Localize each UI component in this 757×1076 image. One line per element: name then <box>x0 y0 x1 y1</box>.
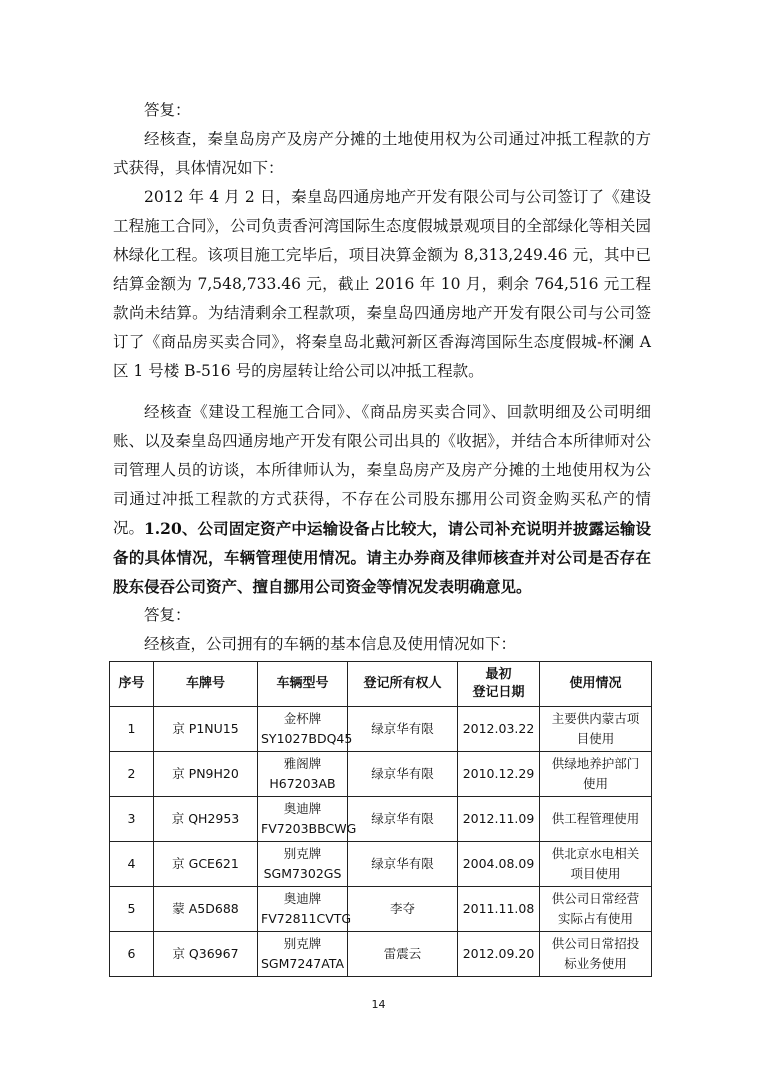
cell-date: 2011.11.08 <box>458 887 540 932</box>
table-row <box>110 842 652 887</box>
cell-date: 2010.12.29 <box>458 752 540 797</box>
cell-brand: 雅阁牌 <box>283 756 322 771</box>
cell-usage <box>540 887 652 932</box>
cell-brand: 奥迪牌 <box>283 891 322 906</box>
cell-brand: 别克牌 <box>283 936 322 951</box>
cell-usage-line1: 供工程管理使用 <box>551 811 640 826</box>
cell-owner: 李夺 <box>348 887 458 932</box>
cell-model-code: SGM7302GS <box>263 866 342 881</box>
cell-date: 2012.09.20 <box>458 932 540 977</box>
cell-plate: 京 GCE621 <box>154 842 258 887</box>
reply-heading-1: 答复： <box>144 101 191 119</box>
cell-brand: 金杯牌 <box>283 711 322 726</box>
cell-no: 4 <box>110 842 154 887</box>
cell-usage <box>540 797 652 842</box>
paragraph-contract-details: 2012 年 4 月 2 日，秦皇岛四通房地产开发有限公司与公司签订了《建设工程施工合同》，公司负责香河湾国际生态度假城景观项目的全部绿化等相关园林绿化工程。该项目施工完毕后，项目决算金额为 8,313,249.46 元，其中已结算金额为 7,548,733.46 元，截止 2016 年 10 月，剩余 764,516 元工程款尚未结算。为结清剩余工程款项，秦皇岛四通房地产开发有限公司与公司签订了《商品房买卖合同》，将秦皇岛北戴河新区香海湾国际生态度假城-杯澜 A 区 1 号楼 B-516 号的房屋转让给公司以冲抵工程款。 <box>113 188 651 380</box>
cell-brand: 奥迪牌 <box>283 801 322 816</box>
cell-plate: 京 PN9H20 <box>154 752 258 797</box>
page-number: 14 <box>371 998 386 1011</box>
paragraph-lawyer-opinion: 经核查《建设工程施工合同》、《商品房买卖合同》、回款明细及公司明细账、以及秦皇岛四通房地产开发有限公司出具的《收据》，并结合本所律师对公司管理人员的访谈，本所律师认为，秦皇岛房产及房产分摊的土地使用权为公司通过冲抵工程款的方式获得，不存在公司股东挪用公司资金购买私产的情况。 <box>113 403 651 537</box>
table-row <box>110 752 652 797</box>
cell-model <box>258 842 348 887</box>
cell-plate: 京 P1NU15 <box>154 707 258 752</box>
cell-usage-line1: 供公司日常经营 <box>551 891 640 906</box>
cell-usage <box>540 842 652 887</box>
cell-model-code: SGM7247ATA <box>261 956 345 971</box>
table-intro: 经核查，公司拥有的车辆的基本信息及使用情况如下： <box>144 635 517 653</box>
table-row <box>110 932 652 977</box>
cell-usage-line1: 主要供内蒙古项 <box>551 711 640 726</box>
cell-usage-line1: 供北京水电相关 <box>551 846 640 861</box>
paragraph-verification-summary: 经核查，秦皇岛房产及房产分摊的土地使用权为公司通过冲抵工程款的方式获得，具体情况如下： <box>113 130 651 177</box>
cell-owner: 绿京华有限 <box>348 797 458 842</box>
cell-usage <box>540 752 652 797</box>
cell-usage-line2: 实际占有使用 <box>557 911 633 926</box>
cell-brand: 别克牌 <box>283 846 322 861</box>
header-owner: 登记所有权人 <box>348 662 458 707</box>
cell-date: 2012.11.09 <box>458 797 540 842</box>
cell-usage-line2: 项目使用 <box>570 866 621 881</box>
cell-no: 2 <box>110 752 154 797</box>
cell-usage-line1: 供公司日常招投 <box>551 936 640 951</box>
header-model: 车辆型号 <box>258 662 348 707</box>
cell-plate: 京 Q36967 <box>154 932 258 977</box>
cell-date: 2004.08.09 <box>458 842 540 887</box>
cell-usage-line2: 目使用 <box>576 731 615 746</box>
cell-plate: 蒙 A5D688 <box>154 887 258 932</box>
cell-model <box>258 932 348 977</box>
cell-model-code: FV7203BBCWG <box>261 821 357 836</box>
cell-owner: 绿京华有限 <box>348 707 458 752</box>
cell-usage <box>540 932 652 977</box>
cell-usage <box>540 707 652 752</box>
cell-usage-line2: 标业务使用 <box>564 956 627 971</box>
header-usage: 使用情况 <box>540 662 652 707</box>
cell-no: 3 <box>110 797 154 842</box>
cell-model <box>258 887 352 932</box>
cell-model-code: SY1027BDQ45 <box>261 731 353 746</box>
header-date-line2: 登记日期 <box>472 685 525 700</box>
cell-usage-line2: 使用 <box>582 776 608 791</box>
cell-model <box>258 797 357 842</box>
cell-no: 5 <box>110 887 154 932</box>
table-row <box>110 797 652 842</box>
vehicle-table <box>109 661 652 977</box>
cell-no: 1 <box>110 707 154 752</box>
cell-model-code: FV72811CVTG <box>261 911 352 926</box>
reply-heading-2: 答复： <box>144 606 191 624</box>
header-plate: 车牌号 <box>154 662 258 707</box>
header-date-line1: 最初 <box>485 667 512 682</box>
question-1-20: 1.20、公司固定资产中运输设备占比较大，请公司补充说明并披露运输设备的具体情况，车辆管理使用情况。请主办券商及律师核查并对公司是否存在股东侵吞公司资产、擅自挪用公司资金等情况发表明确意见。 <box>113 519 651 596</box>
cell-owner: 绿京华有限 <box>348 842 458 887</box>
header-no: 序号 <box>110 662 154 707</box>
cell-model <box>258 752 348 797</box>
table-header-row <box>110 662 652 707</box>
cell-date: 2012.03.22 <box>458 707 540 752</box>
table-row <box>110 887 652 932</box>
cell-model-code: H67203AB <box>269 776 336 791</box>
cell-usage-line1: 供绿地养护部门 <box>551 756 640 771</box>
cell-model <box>258 707 353 752</box>
cell-owner: 绿京华有限 <box>348 752 458 797</box>
cell-plate: 京 QH2953 <box>154 797 258 842</box>
header-registration-date <box>458 662 540 707</box>
cell-no: 6 <box>110 932 154 977</box>
cell-owner: 雷震云 <box>348 932 458 977</box>
table-row <box>110 707 652 752</box>
